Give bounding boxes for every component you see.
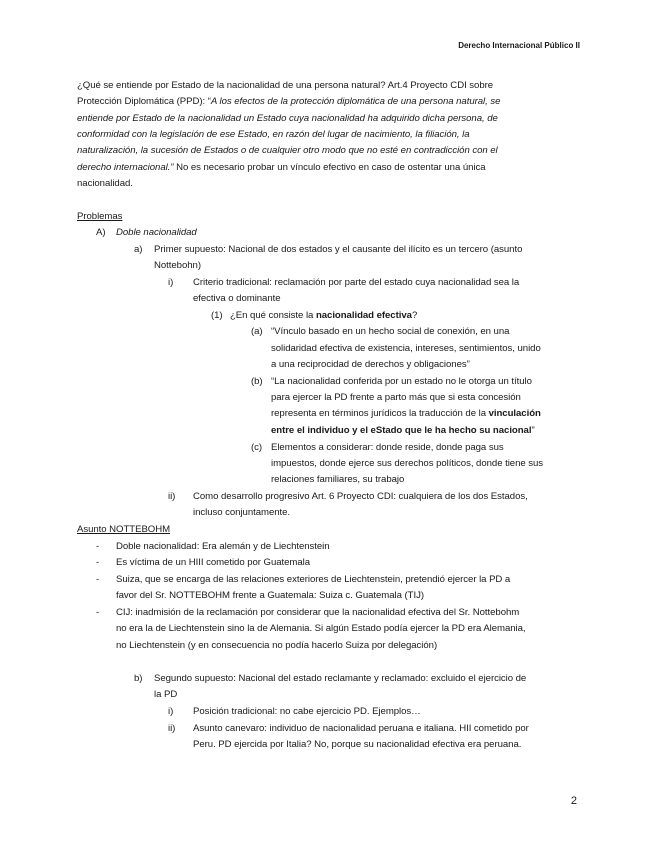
outline-text: “La nacionalidad conferida por un estado no le otorga un título [271,376,532,387]
plain-text: representa en términos jurídicos la traducción de la [271,408,489,419]
outline-marker: (b) [251,376,263,387]
outline-marker: i) [168,277,174,288]
outline-text: a una reciprocidad de derechos y obligaciones” [271,359,470,370]
bold-text: entre el individuo y el eStado que le ha hecho su nacional [271,425,532,436]
outline-text [230,308,417,325]
bullet-text: Es víctima de un HIII cometido por Guatemala [116,557,311,568]
section-heading-asunto: Asunto NOTTEBOHM [77,524,171,535]
outline-text: para ejercer la PD frente a parto más que si esta concesión [271,392,521,403]
outline-text: solidaridad efectiva de existencia, intereses, sentimientos, unido [271,343,541,354]
section-heading-problemas: Problemas [77,211,123,222]
outline-marker: (c) [251,442,263,453]
intro-line: nacionalidad. [77,178,133,189]
running-header: Derecho Internacional Público II [458,41,580,50]
outline-text: efectiva o dominante [193,293,281,304]
bold-text: vinculación [488,408,541,419]
outline-text: Posición tradicional: no cabe ejercicio PD. Ejemplos… [193,706,421,717]
bullet-text: no Liechtenstein (y en consecuencia no podía hacerlo Suiza por delegación) [116,640,438,651]
outline-text: la PD [154,689,178,700]
quote-text: naturalización, la sucesión de Estados o de cualquier otro modo que no esté en contradicción con el [77,145,498,156]
page-number: 2 [570,795,577,807]
bullet-dash: - [96,607,100,618]
subsection-title [116,225,197,242]
bullet-dash: - [96,574,100,585]
question-mark: ? [411,310,418,321]
bullet-text: Suiza, que se encarga de las relaciones exteriores de Liechtenstein, pretendió ejercer la PD a [116,574,511,585]
outline-text: Primer supuesto: Nacional de dos estados y el causante del ilícito es un tercero (asunto [154,244,523,255]
outline-text: Peru. PD ejercida por Italia? No, porque su nacionalidad efectiva era peruana. [193,739,522,750]
bullet-dash: - [96,541,100,552]
outline-text: Elementos a considerar: donde reside, donde paga sus [271,442,504,453]
intro-line [77,127,470,144]
bullet-text: favor del Sr. NOTTEBOHM frente a Guatemala: Suiza c. Guatemala (TIJ) [116,590,424,601]
outline-text: “Vínculo basado en un hecho social de conexión, en una [271,326,510,337]
bullet-dash: - [96,557,100,568]
intro-line [77,160,486,177]
question-bold: nacionalidad efectiva [315,310,412,321]
outline-text: incluso conjuntamente. [193,507,291,518]
intro-line [77,111,498,128]
bullet-text: Doble nacionalidad: Era alemán y de Liechtenstein [116,541,330,552]
intro-line: ¿Qué se entiende por Estado de la nacionalidad de una persona natural? Art.4 Proyecto CDI sobre [77,80,494,91]
outline-text: Segundo supuesto: Nacional del estado reclamante y reclamado: excluido el ejercicio de [154,673,527,684]
outline-marker: ii) [168,723,176,734]
outline-marker: (1) [211,310,223,321]
outline-text [271,406,541,423]
quote-text: derecho internacional.” [77,162,174,173]
outline-text: Como desarrollo progresivo Art. 6 Proyecto CDI: cualquiera de los dos Estados, [193,491,528,502]
outline-text: Criterio tradicional: reclamación por parte del estado cuya nacionalidad sea la [193,277,520,288]
outline-marker: i) [168,706,174,717]
outline-text: Asunto canevaro: individuo de nacionalidad peruana e italiana. HII cometido por [193,723,529,734]
outline-marker: a) [134,244,143,255]
quote-text: A los efectos de la protección diplomática de una persona natural, se [210,96,501,107]
quote-text: conformidad con la legislación de ese Estado, en razón del lugar de nacimiento, la filiación, la [77,129,470,140]
outline-text: impuestos, donde ejerce sus derechos políticos, donde tiene sus [271,458,544,469]
quote-text: entiende por Estado de la nacionalidad un Estado cuya nacionalidad ha adquirido dicha persona, de [77,113,498,124]
question-text: ¿En qué consiste la [230,310,316,321]
outline-marker: A) [96,227,106,238]
intro-line [77,143,498,160]
outline-text [271,423,535,440]
bullet-text: no era la de Liechtenstein sino la de Alemania. Si algún Estado podía ejercer la PD era Alemania, [116,623,526,634]
outline-text: relaciones familiares, su trabajo [271,474,405,485]
bullet-text: CIJ: inadmisión de la reclamación por considerar que la nacionalidad efectiva del Sr. Nottebohm [116,607,520,618]
intro-line [77,94,500,111]
outline-marker: (a) [251,326,263,337]
outline-text: Nottebohn) [154,260,201,271]
intro-text: Protección Diplomática (PPD): “ [77,96,211,107]
intro-text: No es necesario probar un vínculo efectivo en caso de ostentar una única [173,162,486,173]
plain-text: ” [531,425,535,436]
outline-marker: b) [134,673,143,684]
outline-marker: ii) [168,491,176,502]
subsection-title-text: Doble nacionalidad [116,227,197,238]
